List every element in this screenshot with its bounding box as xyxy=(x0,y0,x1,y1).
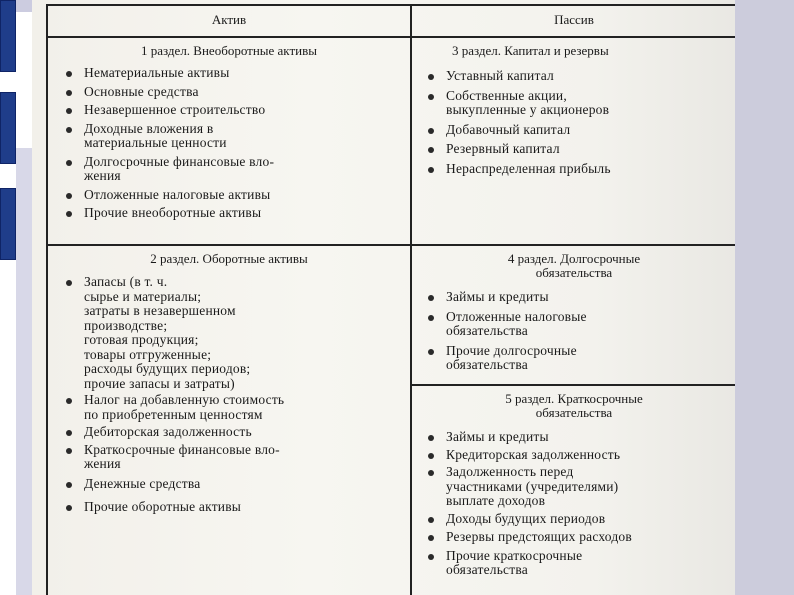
bullet-icon xyxy=(66,127,72,133)
bullet-icon xyxy=(428,128,434,134)
list-item: Добавочный капитал xyxy=(424,123,734,138)
accent-bar-1 xyxy=(0,0,16,72)
section-2-title: 2 раздел. Оборотные активы xyxy=(150,251,308,266)
bullet-icon xyxy=(428,470,434,476)
bullet-icon xyxy=(66,398,72,404)
list-item: Прочие долгосрочные обязательства xyxy=(424,344,734,373)
list-item: Нераспределенная прибыль xyxy=(424,162,734,177)
list-item: Резервный капитал xyxy=(424,142,734,157)
list-item: Долгосрочные финансовые вло- жения xyxy=(62,155,408,184)
bullet-icon xyxy=(66,430,72,436)
bullet-icon xyxy=(428,349,434,355)
bullet-icon xyxy=(66,71,72,77)
list-item: Кредиторская задолженность xyxy=(424,448,734,463)
bullet-icon xyxy=(66,160,72,166)
section-1-title: 1 раздел. Внеоборотные активы xyxy=(141,43,317,58)
list-item: Налог на добавленную стоимость по приобретенным ценностям xyxy=(62,393,408,422)
list-item: Краткосрочные финансовые вло- жения xyxy=(62,443,408,472)
section-2-list xyxy=(62,275,408,515)
list-item: Незавершенное строительство xyxy=(62,103,408,118)
list-item: Нематериальные активы xyxy=(62,66,408,81)
list-item: Прочие внеоборотные активы xyxy=(62,206,408,221)
accent-bar-2 xyxy=(0,92,16,164)
section-4-list xyxy=(424,290,734,373)
bullet-icon xyxy=(66,108,72,114)
list-item: Задолженность перед участниками (учредителями) выплате доходов xyxy=(424,465,734,509)
bullet-icon xyxy=(66,90,72,96)
bullet-icon xyxy=(66,505,72,511)
list-item: Отложенные налоговые обязательства xyxy=(424,310,734,339)
slide-right-band xyxy=(734,0,794,595)
bullet-icon xyxy=(66,193,72,199)
bullet-icon xyxy=(428,74,434,80)
bullet-icon xyxy=(66,280,72,286)
bullet-icon xyxy=(428,535,434,541)
bullet-icon xyxy=(428,94,434,100)
table-center-line xyxy=(410,4,412,595)
list-item: Отложенные налоговые активы xyxy=(62,188,408,203)
table-top-line xyxy=(46,4,735,6)
bullet-icon xyxy=(428,435,434,441)
list-item: Займы и кредиты xyxy=(424,290,734,305)
section-1-list xyxy=(62,66,408,221)
list-item: Прочие краткосрочные обязательства xyxy=(424,549,734,578)
list-item: Займы и кредиты xyxy=(424,430,734,445)
list-item: Дебиторская задолженность xyxy=(62,425,408,440)
bullet-icon xyxy=(428,147,434,153)
section-5-title: 5 раздел. Краткосрочные обязательства xyxy=(505,391,643,420)
list-item: Уставный капитал xyxy=(424,69,734,84)
accent-bar-3 xyxy=(0,188,16,260)
list-item: Запасы (в т. ч. сырье и материалы; затраты в незавершенном производстве; готовая продукция; товары отгруженные; расходы будущих периодов; прочие запасы и затраты) xyxy=(62,275,408,391)
section-3-title: 3 раздел. Капитал и резервы xyxy=(452,43,609,58)
assets-header: Актив xyxy=(211,12,247,27)
balance-sheet-scan xyxy=(32,0,735,595)
table-left-line xyxy=(46,4,48,595)
list-item: Прочие оборотные активы xyxy=(62,500,408,515)
list-item: Основные средства xyxy=(62,85,408,100)
list-item: Доходы будущих периодов xyxy=(424,512,734,527)
liabilities-divider xyxy=(410,384,735,386)
section-5-list xyxy=(424,430,734,578)
liabilities-header: Пассив xyxy=(554,12,594,27)
bullet-icon xyxy=(428,554,434,560)
bullet-icon xyxy=(428,167,434,173)
bullet-icon xyxy=(66,448,72,454)
list-item: Собственные акции, выкупленные у акционеров xyxy=(424,89,734,118)
header-divider xyxy=(46,36,735,38)
bullet-icon xyxy=(428,295,434,301)
section-3-list xyxy=(424,69,734,176)
bullet-icon xyxy=(428,517,434,523)
bullet-icon xyxy=(66,482,72,488)
section-divider xyxy=(46,244,735,246)
bullet-icon xyxy=(66,211,72,217)
list-item: Резервы предстоящих расходов xyxy=(424,530,734,545)
bullet-icon xyxy=(428,453,434,459)
section-4-title: 4 раздел. Долгосрочные обязательства xyxy=(507,251,641,280)
list-item: Доходные вложения в материальные ценности xyxy=(62,122,408,151)
bullet-icon xyxy=(428,315,434,321)
list-item: Денежные средства xyxy=(62,477,408,492)
